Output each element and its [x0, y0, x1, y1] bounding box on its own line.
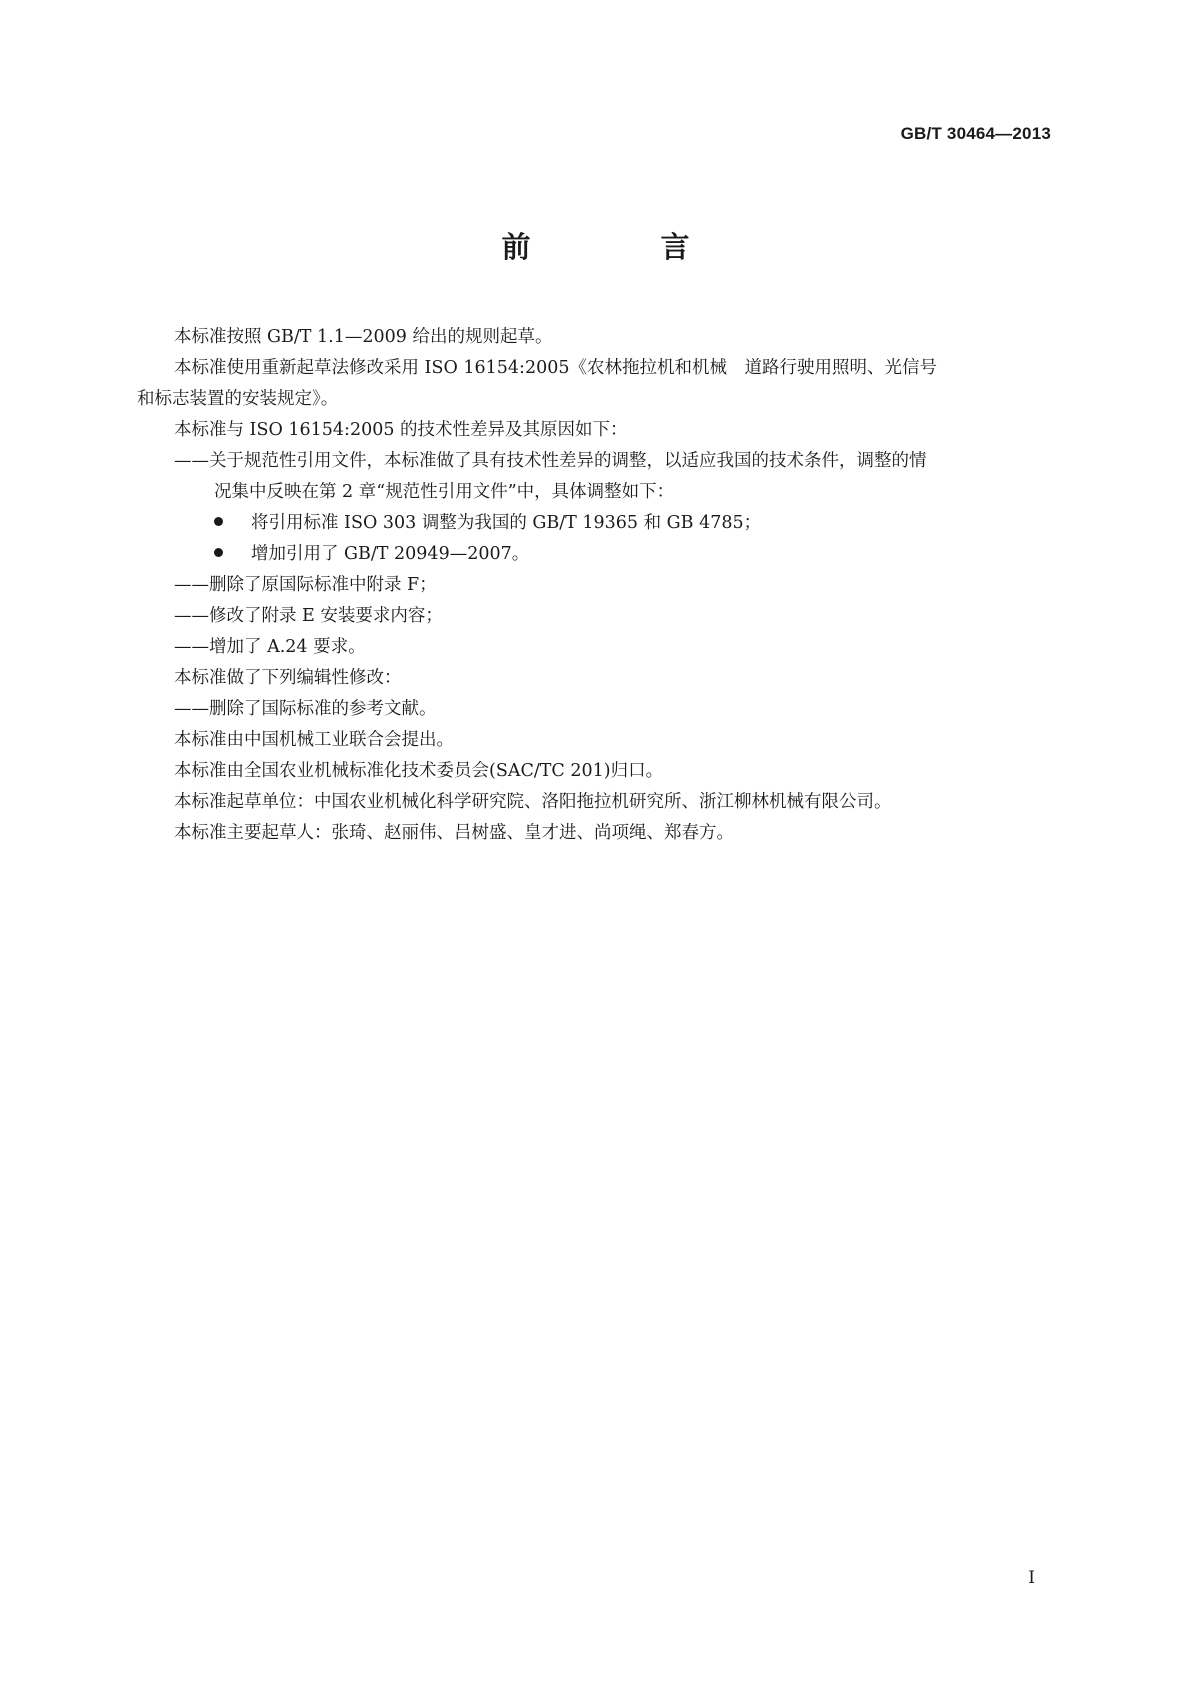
paragraph-drafters: 本标准主要起草人：张琦、赵丽伟、吕树盛、皇才进、尚项绳、郑春方。 — [174, 823, 734, 843]
bullet-item-replace-reference — [137, 508, 1059, 539]
paragraph-adoption-line2: 和标志装置的安装规定》。 — [137, 389, 339, 409]
bullet-text: 增加引用了 GB/T 20949—2007。 — [251, 544, 530, 564]
paragraph-differences-intro: 本标准与 ISO 16154:2005 的技术性差异及其原因如下： — [174, 420, 628, 440]
paragraph-drafting-units: 本标准起草单位：中国农业机械化科学研究院、洛阳拖拉机研究所、浙江柳林机械有限公司。 — [174, 792, 892, 812]
paragraph-proposer: 本标准由中国机械工业联合会提出。 — [174, 730, 454, 750]
bullet-icon — [214, 548, 223, 557]
paragraph-committee: 本标准由全国农业机械标准化技术委员会(SAC/TC 201)归口。 — [174, 761, 664, 781]
paragraph-drafting-rules: 本标准按照 GB/T 1.1—2009 给出的规则起草。 — [174, 327, 553, 347]
dash-item-modify-annex: ——修改了附录 E 安装要求内容； — [174, 606, 443, 626]
dash-item-delete-bibliography: ——删除了国际标准的参考文献。 — [174, 699, 437, 719]
bullet-icon — [214, 517, 223, 526]
page-number: I — [1028, 1568, 1035, 1588]
bullet-text: 将引用标准 ISO 303 调整为我国的 GB/T 19365 和 GB 4785； — [251, 513, 762, 533]
bullet-item-add-reference — [137, 539, 1059, 570]
page-title: 前 言 — [501, 230, 750, 264]
paragraph-editorial-intro: 本标准做了下列编辑性修改： — [174, 668, 402, 688]
dash-item-normative-references-line2: 况集中反映在第 2 章“规范性引用文件”中，具体调整如下： — [214, 482, 675, 502]
foreword-body — [137, 322, 1059, 849]
dash-item-add-requirement: ——增加了 A.24 要求。 — [174, 637, 366, 657]
standard-number: GB/T 30464—2013 — [900, 124, 1051, 143]
paragraph-adoption-line1: 本标准使用重新起草法修改采用 ISO 16154:2005《农林拖拉机和机械 道路行驶用照明、光信号 — [174, 358, 937, 378]
dash-item-delete-annex: ——删除了原国际标准中附录 F； — [174, 575, 437, 595]
dash-item-normative-references-line1: ——关于规范性引用文件，本标准做了具有技术性差异的调整，以适应我国的技术条件，调整的情 — [174, 451, 927, 471]
